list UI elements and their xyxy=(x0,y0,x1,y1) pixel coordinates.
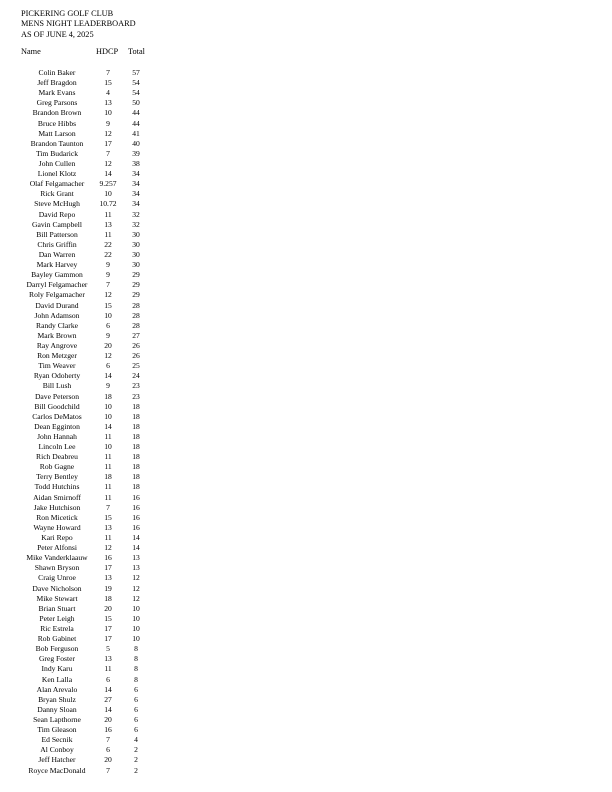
player-name: Wayne Howard xyxy=(33,522,81,532)
player-hdcp: 10 xyxy=(104,108,112,118)
player-total: 23 xyxy=(132,381,140,391)
player-name: Kari Repo xyxy=(41,533,73,543)
player-total: 2 xyxy=(134,765,138,775)
player-name: Lincoln Lee xyxy=(38,442,76,452)
player-hdcp: 7 xyxy=(106,148,110,158)
player-name: Darryl Felgamacher xyxy=(26,280,88,290)
player-hdcp: 17 xyxy=(104,624,112,634)
player-hdcp: 7 xyxy=(106,502,110,512)
player-hdcp: 9 xyxy=(106,270,110,280)
table-row xyxy=(0,675,200,685)
table-row xyxy=(0,513,200,523)
player-name: John Cullen xyxy=(38,158,76,168)
player-name: Mike Vanderklaauw xyxy=(26,553,88,563)
table-row xyxy=(0,159,200,169)
player-total: 16 xyxy=(132,492,140,502)
table-row xyxy=(0,543,200,553)
player-total: 34 xyxy=(132,179,140,189)
player-hdcp: 11 xyxy=(104,431,112,441)
table-row xyxy=(0,533,200,543)
player-name: Brian Stuart xyxy=(38,603,76,613)
player-hdcp: 14 xyxy=(104,704,112,714)
player-hdcp: 11 xyxy=(104,452,112,462)
table-row xyxy=(0,119,200,129)
table-row xyxy=(0,503,200,513)
player-name: Alan Arevalo xyxy=(36,684,78,694)
player-total: 34 xyxy=(132,199,140,209)
player-total: 23 xyxy=(132,391,140,401)
table-row xyxy=(0,301,200,311)
table-row xyxy=(0,705,200,715)
player-total: 34 xyxy=(132,189,140,199)
table-row xyxy=(0,270,200,280)
player-name: Jake Hutchison xyxy=(33,502,81,512)
player-name: Brandon Brown xyxy=(32,108,82,118)
table-row xyxy=(0,563,200,573)
player-name: Todd Hutchins xyxy=(34,482,80,492)
table-row xyxy=(0,755,200,765)
player-hdcp: 10 xyxy=(104,310,112,320)
player-name: Lionel Klotz xyxy=(37,169,77,179)
player-total: 14 xyxy=(132,543,140,553)
player-name: Shawn Bryson xyxy=(34,563,80,573)
player-total: 8 xyxy=(134,644,138,654)
player-name: Matt Larson xyxy=(38,128,76,138)
player-name: Ron Micetick xyxy=(36,512,78,522)
table-row xyxy=(0,149,200,159)
player-name: Rob Gabinet xyxy=(37,634,77,644)
player-hdcp: 5 xyxy=(106,644,110,654)
player-total: 6 xyxy=(134,684,138,694)
table-row xyxy=(0,381,200,391)
player-total: 24 xyxy=(132,371,140,381)
player-total: 29 xyxy=(132,290,140,300)
player-name: Royce MacDonald xyxy=(28,765,86,775)
player-hdcp: 18 xyxy=(104,472,112,482)
player-name: Ed Secnik xyxy=(41,735,73,745)
table-row xyxy=(0,129,200,139)
player-total: 39 xyxy=(132,148,140,158)
player-name: John Hannah xyxy=(37,431,77,441)
table-row xyxy=(0,614,200,624)
player-hdcp: 9 xyxy=(106,330,110,340)
table-row xyxy=(0,624,200,634)
player-name: Ron Metzger xyxy=(37,351,77,361)
table-row xyxy=(0,280,200,290)
player-total: 8 xyxy=(134,664,138,674)
player-hdcp: 16 xyxy=(104,725,112,735)
player-hdcp: 13 xyxy=(104,654,112,664)
table-row xyxy=(0,604,200,614)
player-total: 44 xyxy=(132,118,140,128)
table-row xyxy=(0,260,200,270)
player-hdcp: 19 xyxy=(104,583,112,593)
player-total: 6 xyxy=(134,694,138,704)
player-name: Dave Peterson xyxy=(34,391,80,401)
player-total: 18 xyxy=(132,462,140,472)
player-total: 29 xyxy=(132,280,140,290)
player-hdcp: 18 xyxy=(104,391,112,401)
player-name: Dan Warren xyxy=(38,249,76,259)
table-row xyxy=(0,179,200,189)
player-hdcp: 22 xyxy=(104,239,112,249)
table-row xyxy=(0,654,200,664)
table-row xyxy=(0,88,200,98)
player-name: Bill Goodchild xyxy=(34,401,80,411)
table-row xyxy=(0,452,200,462)
player-name: Jeff Hatcher xyxy=(38,755,76,765)
player-total: 10 xyxy=(132,603,140,613)
player-total: 28 xyxy=(132,300,140,310)
player-total: 57 xyxy=(132,68,140,77)
table-row xyxy=(0,766,200,776)
player-hdcp: 7 xyxy=(106,280,110,290)
player-hdcp: 11 xyxy=(104,209,112,219)
player-name: Tim Weaver xyxy=(38,361,76,371)
table-row xyxy=(0,493,200,503)
player-hdcp: 18 xyxy=(104,593,112,603)
player-total: 18 xyxy=(132,411,140,421)
player-total: 18 xyxy=(132,442,140,452)
player-hdcp: 20 xyxy=(104,715,112,724)
player-total: 32 xyxy=(132,219,140,229)
player-hdcp: 10 xyxy=(104,442,112,452)
player-name: Bayley Gammon xyxy=(31,270,83,280)
player-hdcp: 11 xyxy=(104,482,112,492)
player-hdcp: 4 xyxy=(106,88,110,98)
player-total: 18 xyxy=(132,452,140,462)
player-hdcp: 9 xyxy=(106,381,110,391)
player-name: David Repo xyxy=(38,209,76,219)
table-row xyxy=(0,199,200,209)
player-hdcp: 10.72 xyxy=(99,199,117,209)
player-hdcp: 14 xyxy=(104,371,112,381)
player-total: 8 xyxy=(134,654,138,664)
player-total: 32 xyxy=(132,209,140,219)
player-hdcp: 14 xyxy=(104,684,112,694)
player-name: Roly Felgamacher xyxy=(29,290,85,300)
player-total: 50 xyxy=(132,98,140,108)
table-row xyxy=(0,68,200,78)
player-total: 2 xyxy=(134,755,138,765)
player-hdcp: 12 xyxy=(104,351,112,361)
player-total: 6 xyxy=(134,725,138,735)
player-total: 6 xyxy=(134,704,138,714)
table-row xyxy=(0,402,200,412)
player-name: Rich Deabreu xyxy=(36,452,78,462)
player-total: 12 xyxy=(132,573,140,583)
player-hdcp: 11 xyxy=(104,533,112,543)
table-row xyxy=(0,220,200,230)
leaderboard-table xyxy=(0,68,200,776)
player-hdcp: 16 xyxy=(104,553,112,563)
table-row xyxy=(0,573,200,583)
player-total: 4 xyxy=(134,735,138,745)
player-name: Brandon Taunton xyxy=(30,138,84,148)
table-row xyxy=(0,210,200,220)
player-name: Mark Harvey xyxy=(36,260,78,270)
player-total: 16 xyxy=(132,502,140,512)
player-hdcp: 13 xyxy=(104,573,112,583)
player-total: 26 xyxy=(132,351,140,361)
player-total: 18 xyxy=(132,421,140,431)
player-total: 13 xyxy=(132,553,140,563)
table-row xyxy=(0,462,200,472)
player-hdcp: 11 xyxy=(104,492,112,502)
table-row xyxy=(0,664,200,674)
player-name: Ken Lalla xyxy=(41,674,73,684)
table-row xyxy=(0,584,200,594)
table-row xyxy=(0,392,200,402)
table-row xyxy=(0,240,200,250)
player-hdcp: 20 xyxy=(104,755,112,765)
table-row xyxy=(0,735,200,745)
table-row xyxy=(0,715,200,725)
player-total: 38 xyxy=(132,158,140,168)
table-row xyxy=(0,108,200,118)
table-row xyxy=(0,250,200,260)
player-name: David Durand xyxy=(35,300,79,310)
player-name: Jeff Bragdon xyxy=(37,78,77,88)
table-row xyxy=(0,432,200,442)
player-name: Mark Evans xyxy=(38,88,76,98)
player-name: Steve McHugh xyxy=(34,199,80,209)
player-name: Al Conboy xyxy=(40,745,74,755)
player-name: Sean Lapthorne xyxy=(33,715,81,724)
player-name: Aidan Smirnoff xyxy=(33,492,81,502)
player-hdcp: 9 xyxy=(106,118,110,128)
player-name: Bruce Hibbs xyxy=(37,118,77,128)
player-total: 16 xyxy=(132,512,140,522)
player-total: 28 xyxy=(132,320,140,330)
table-row xyxy=(0,472,200,482)
player-total: 18 xyxy=(132,482,140,492)
player-name: Indy Karu xyxy=(41,664,73,674)
player-hdcp: 15 xyxy=(104,78,112,88)
table-row xyxy=(0,139,200,149)
player-name: Bryan Shulz xyxy=(38,694,76,704)
player-hdcp: 12 xyxy=(104,128,112,138)
player-name: Bob Ferguson xyxy=(35,644,79,654)
table-row xyxy=(0,371,200,381)
player-hdcp: 12 xyxy=(104,158,112,168)
player-total: 41 xyxy=(132,128,140,138)
player-name: Danny Sloan xyxy=(37,704,77,714)
player-hdcp: 13 xyxy=(104,522,112,532)
player-name: Randy Clarke xyxy=(36,320,78,330)
table-row xyxy=(0,361,200,371)
player-hdcp: 15 xyxy=(104,300,112,310)
player-hdcp: 11 xyxy=(104,664,112,674)
player-name: Tim Gleason xyxy=(37,725,77,735)
player-name: Ray Angrove xyxy=(36,340,78,350)
player-hdcp: 9 xyxy=(106,260,110,270)
table-row xyxy=(0,169,200,179)
player-hdcp: 17 xyxy=(104,563,112,573)
player-hdcp: 10 xyxy=(104,189,112,199)
player-total: 12 xyxy=(132,583,140,593)
player-total: 14 xyxy=(132,533,140,543)
player-name: Peter Leigh xyxy=(39,613,75,623)
table-row xyxy=(0,523,200,533)
player-hdcp: 11 xyxy=(104,229,112,239)
player-hdcp: 7 xyxy=(106,765,110,775)
player-name: Ryan Odoherty xyxy=(33,371,81,381)
player-total: 10 xyxy=(132,624,140,634)
player-name: Olaf Felgamacher xyxy=(29,179,85,189)
player-hdcp: 6 xyxy=(106,745,110,755)
table-row xyxy=(0,341,200,351)
player-total: 30 xyxy=(132,229,140,239)
table-row xyxy=(0,321,200,331)
table-row xyxy=(0,230,200,240)
column-header-name: Name xyxy=(21,47,41,56)
player-total: 2 xyxy=(134,745,138,755)
player-name: Mark Brown xyxy=(37,330,77,340)
player-name: Chris Griffin xyxy=(37,239,77,249)
player-total: 13 xyxy=(132,563,140,573)
table-row xyxy=(0,78,200,88)
player-total: 10 xyxy=(132,613,140,623)
table-row xyxy=(0,644,200,654)
player-hdcp: 6 xyxy=(106,674,110,684)
player-name: Terry Bentley xyxy=(36,472,78,482)
player-total: 26 xyxy=(132,340,140,350)
table-row xyxy=(0,98,200,108)
player-hdcp: 20 xyxy=(104,603,112,613)
column-header-total: Total xyxy=(128,47,145,56)
player-total: 34 xyxy=(132,169,140,179)
player-hdcp: 13 xyxy=(104,98,112,108)
player-name: Bill Patterson xyxy=(36,229,78,239)
table-row xyxy=(0,634,200,644)
player-name: Peter Alfonsi xyxy=(37,543,77,553)
table-row xyxy=(0,482,200,492)
as-of-date: AS OF JUNE 4, 2025 xyxy=(21,29,94,39)
player-total: 18 xyxy=(132,401,140,411)
player-name: Dean Egginton xyxy=(34,421,80,431)
player-total: 54 xyxy=(132,88,140,98)
club-name: PICKERING GOLF CLUB xyxy=(21,9,114,18)
table-row xyxy=(0,685,200,695)
player-name: Rick Grant xyxy=(40,189,74,199)
player-total: 54 xyxy=(132,78,140,88)
player-hdcp: 13 xyxy=(104,219,112,229)
player-total: 28 xyxy=(132,310,140,320)
player-name: John Adamson xyxy=(34,310,80,320)
player-hdcp: 12 xyxy=(104,543,112,553)
player-name: Bill Lush xyxy=(42,381,72,391)
table-row xyxy=(0,695,200,705)
player-total: 18 xyxy=(132,431,140,441)
player-total: 8 xyxy=(134,674,138,684)
player-hdcp: 12 xyxy=(104,290,112,300)
player-total: 10 xyxy=(132,634,140,644)
table-row xyxy=(0,331,200,341)
player-name: Tim Budarick xyxy=(35,148,79,158)
table-row xyxy=(0,189,200,199)
player-hdcp: 14 xyxy=(104,169,112,179)
player-hdcp: 11 xyxy=(104,462,112,472)
table-row xyxy=(0,422,200,432)
table-row xyxy=(0,442,200,452)
player-total: 12 xyxy=(132,593,140,603)
player-name: Greg Foster xyxy=(38,654,76,664)
table-row xyxy=(0,311,200,321)
player-hdcp: 7 xyxy=(106,735,110,745)
player-hdcp: 15 xyxy=(104,613,112,623)
player-hdcp: 17 xyxy=(104,138,112,148)
player-total: 40 xyxy=(132,138,140,148)
player-total: 6 xyxy=(134,715,138,724)
table-row xyxy=(0,725,200,735)
table-row xyxy=(0,412,200,422)
player-total: 16 xyxy=(132,522,140,532)
table-row xyxy=(0,745,200,755)
player-hdcp: 27 xyxy=(104,694,112,704)
player-total: 30 xyxy=(132,260,140,270)
player-hdcp: 6 xyxy=(106,361,110,371)
player-name: Dave Nicholson xyxy=(32,583,82,593)
player-total: 18 xyxy=(132,472,140,482)
player-name: Ric Estrela xyxy=(40,624,74,634)
player-hdcp: 17 xyxy=(104,634,112,644)
player-hdcp: 10 xyxy=(104,411,112,421)
player-hdcp: 10 xyxy=(104,401,112,411)
player-name: Greg Parsons xyxy=(36,98,78,108)
document-header xyxy=(21,9,136,40)
player-name: Gavin Campbell xyxy=(32,219,82,229)
player-hdcp: 9.257 xyxy=(99,179,117,189)
player-name: Rob Gagne xyxy=(39,462,75,472)
player-hdcp: 6 xyxy=(106,320,110,330)
player-hdcp: 22 xyxy=(104,249,112,259)
player-hdcp: 7 xyxy=(106,68,110,77)
player-total: 27 xyxy=(132,330,140,340)
table-row xyxy=(0,553,200,563)
player-total: 30 xyxy=(132,239,140,249)
player-hdcp: 20 xyxy=(104,340,112,350)
table-row xyxy=(0,594,200,604)
column-header-hdcp: HDCP xyxy=(96,47,119,56)
table-row xyxy=(0,290,200,300)
player-name: Carlos DeMatos xyxy=(32,411,82,421)
player-total: 25 xyxy=(132,361,140,371)
player-name: Mike Stewart xyxy=(36,593,78,603)
player-hdcp: 14 xyxy=(104,421,112,431)
player-total: 44 xyxy=(132,108,140,118)
player-name: Colin Baker xyxy=(38,68,76,77)
player-hdcp: 15 xyxy=(104,512,112,522)
player-total: 30 xyxy=(132,249,140,259)
table-row xyxy=(0,351,200,361)
leaderboard-title: MENS NIGHT LEADERBOARD xyxy=(21,19,136,29)
player-name: Craig Unroe xyxy=(38,573,76,583)
player-total: 29 xyxy=(132,270,140,280)
